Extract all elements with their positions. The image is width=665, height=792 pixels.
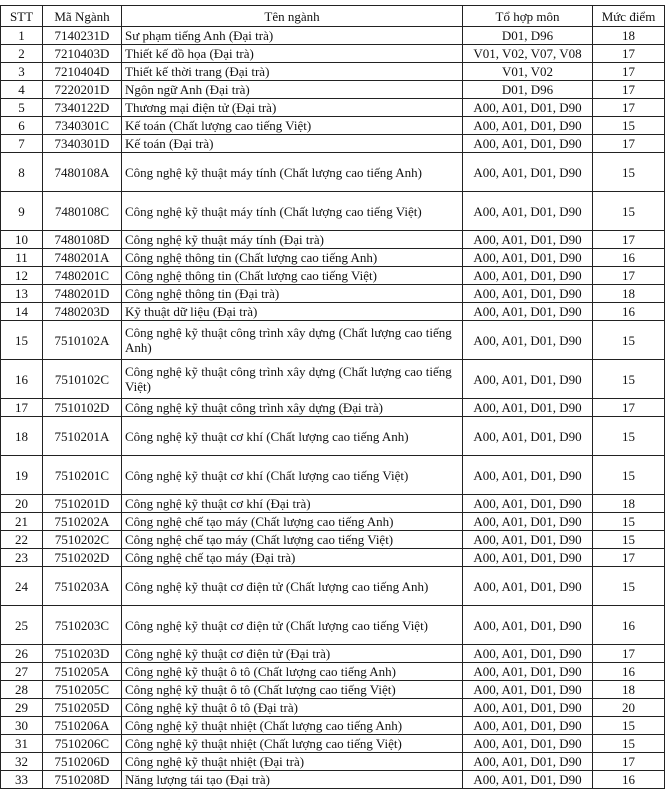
row-to-hop-mon: A00, A01, D01, D90 (463, 135, 593, 153)
row-to-hop-mon: A00, A01, D01, D90 (463, 285, 593, 303)
row-to-hop-mon: A00, A01, D01, D90 (463, 153, 593, 192)
table-row (1, 456, 665, 495)
row-muc-diem: 15 (593, 360, 665, 399)
row-muc-diem: 15 (593, 153, 665, 192)
row-stt: 17 (1, 399, 43, 417)
header-muc-diem: Mức điểm (593, 6, 665, 27)
row-stt: 22 (1, 531, 43, 549)
row-stt: 20 (1, 495, 43, 513)
row-ma-nganh: 7510203A (43, 567, 122, 606)
row-to-hop-mon: A00, A01, D01, D90 (463, 249, 593, 267)
row-muc-diem: 16 (593, 771, 665, 789)
table-row (1, 321, 665, 360)
row-stt: 28 (1, 681, 43, 699)
table-row (1, 681, 665, 699)
row-muc-diem: 16 (593, 249, 665, 267)
row-ten-nganh: Công nghệ kỹ thuật ô tô (Chất lượng cao tiếng Việt) (122, 681, 463, 699)
row-ten-nganh: Công nghệ chế tạo máy (Chất lượng cao tiếng Anh) (122, 513, 463, 531)
row-ten-nganh: Kế toán (Đại trà) (122, 135, 463, 153)
row-muc-diem: 15 (593, 417, 665, 456)
header-stt: STT (1, 6, 43, 27)
table-row (1, 45, 665, 63)
row-muc-diem: 15 (593, 321, 665, 360)
row-ten-nganh: Công nghệ kỹ thuật cơ điện tử (Chất lượng cao tiếng Việt) (122, 606, 463, 645)
row-muc-diem: 20 (593, 699, 665, 717)
row-to-hop-mon: A00, A01, D01, D90 (463, 531, 593, 549)
row-stt: 4 (1, 81, 43, 99)
row-ten-nganh: Công nghệ thông tin (Chất lượng cao tiếng Việt) (122, 267, 463, 285)
row-ma-nganh: 7510206D (43, 753, 122, 771)
row-to-hop-mon: A00, A01, D01, D90 (463, 699, 593, 717)
row-stt: 31 (1, 735, 43, 753)
row-ma-nganh: 7210404D (43, 63, 122, 81)
row-ten-nganh: Thiết kế thời trang (Đại trà) (122, 63, 463, 81)
row-muc-diem: 15 (593, 717, 665, 735)
row-muc-diem: 17 (593, 549, 665, 567)
row-to-hop-mon: A00, A01, D01, D90 (463, 681, 593, 699)
table-row (1, 135, 665, 153)
table-row (1, 153, 665, 192)
row-ten-nganh: Kỹ thuật dữ liệu (Đại trà) (122, 303, 463, 321)
table-row (1, 285, 665, 303)
row-stt: 13 (1, 285, 43, 303)
row-muc-diem: 18 (593, 285, 665, 303)
row-ma-nganh: 7510102C (43, 360, 122, 399)
row-muc-diem: 15 (593, 567, 665, 606)
row-ten-nganh: Công nghệ kỹ thuật công trình xây dựng (Chất lượng cao tiếng Anh) (122, 321, 463, 360)
header-ma-nganh: Mã Ngành (43, 6, 122, 27)
table-row (1, 63, 665, 81)
row-ma-nganh: 7510201C (43, 456, 122, 495)
row-ma-nganh: 7510208D (43, 771, 122, 789)
row-to-hop-mon: A00, A01, D01, D90 (463, 303, 593, 321)
row-muc-diem: 15 (593, 192, 665, 231)
table-row (1, 249, 665, 267)
row-stt: 26 (1, 645, 43, 663)
row-muc-diem: 16 (593, 303, 665, 321)
row-ten-nganh: Công nghệ chế tạo máy (Chất lượng cao tiếng Việt) (122, 531, 463, 549)
row-stt: 6 (1, 117, 43, 135)
table-row (1, 495, 665, 513)
table-row (1, 117, 665, 135)
table-row (1, 531, 665, 549)
row-ma-nganh: 7480201A (43, 249, 122, 267)
row-muc-diem: 15 (593, 456, 665, 495)
table-row (1, 771, 665, 789)
row-to-hop-mon: A00, A01, D01, D90 (463, 513, 593, 531)
table-row (1, 717, 665, 735)
row-to-hop-mon: A00, A01, D01, D90 (463, 717, 593, 735)
row-muc-diem: 17 (593, 63, 665, 81)
table-row (1, 231, 665, 249)
row-stt: 9 (1, 192, 43, 231)
row-to-hop-mon: D01, D96 (463, 81, 593, 99)
row-ma-nganh: 7510202D (43, 549, 122, 567)
row-to-hop-mon: A00, A01, D01, D90 (463, 753, 593, 771)
row-to-hop-mon: A00, A01, D01, D90 (463, 192, 593, 231)
row-ma-nganh: 7510206C (43, 735, 122, 753)
row-ma-nganh: 7340122D (43, 99, 122, 117)
table-row (1, 513, 665, 531)
row-stt: 7 (1, 135, 43, 153)
row-to-hop-mon: A00, A01, D01, D90 (463, 495, 593, 513)
row-to-hop-mon: A00, A01, D01, D90 (463, 399, 593, 417)
row-stt: 25 (1, 606, 43, 645)
header-ten-nganh: Tên ngành (122, 6, 463, 27)
row-stt: 32 (1, 753, 43, 771)
row-stt: 8 (1, 153, 43, 192)
row-muc-diem: 17 (593, 399, 665, 417)
row-ten-nganh: Công nghệ kỹ thuật ô tô (Chất lượng cao tiếng Anh) (122, 663, 463, 681)
row-stt: 29 (1, 699, 43, 717)
row-to-hop-mon: V01, V02, V07, V08 (463, 45, 593, 63)
table-row (1, 267, 665, 285)
row-to-hop-mon: A00, A01, D01, D90 (463, 549, 593, 567)
table-row (1, 360, 665, 399)
row-ma-nganh: 7340301C (43, 117, 122, 135)
row-stt: 24 (1, 567, 43, 606)
row-ten-nganh: Công nghệ kỹ thuật cơ khí (Chất lượng cao tiếng Việt) (122, 456, 463, 495)
admission-scores-table (0, 5, 665, 789)
row-ten-nganh: Công nghệ kỹ thuật ô tô (Đại trà) (122, 699, 463, 717)
row-ten-nganh: Công nghệ kỹ thuật cơ khí (Đại trà) (122, 495, 463, 513)
row-ma-nganh: 7480203D (43, 303, 122, 321)
row-stt: 10 (1, 231, 43, 249)
table-row (1, 417, 665, 456)
row-stt: 12 (1, 267, 43, 285)
row-ma-nganh: 7480201C (43, 267, 122, 285)
row-to-hop-mon: A00, A01, D01, D90 (463, 771, 593, 789)
row-muc-diem: 15 (593, 531, 665, 549)
row-muc-diem: 16 (593, 606, 665, 645)
row-ten-nganh: Công nghệ thông tin (Chất lượng cao tiếng Anh) (122, 249, 463, 267)
row-ma-nganh: 7510205D (43, 699, 122, 717)
row-stt: 16 (1, 360, 43, 399)
row-to-hop-mon: A00, A01, D01, D90 (463, 360, 593, 399)
row-ten-nganh: Công nghệ kỹ thuật nhiệt (Chất lượng cao tiếng Việt) (122, 735, 463, 753)
row-ten-nganh: Thương mại điện tử (Đại trà) (122, 99, 463, 117)
row-to-hop-mon: V01, V02 (463, 63, 593, 81)
row-to-hop-mon: A00, A01, D01, D90 (463, 117, 593, 135)
row-stt: 30 (1, 717, 43, 735)
row-muc-diem: 17 (593, 81, 665, 99)
table-row (1, 27, 665, 45)
row-ten-nganh: Công nghệ thông tin (Đại trà) (122, 285, 463, 303)
row-ma-nganh: 7480108A (43, 153, 122, 192)
table-row (1, 99, 665, 117)
row-muc-diem: 15 (593, 117, 665, 135)
row-ten-nganh: Công nghệ kỹ thuật cơ điện tử (Đại trà) (122, 645, 463, 663)
row-stt: 19 (1, 456, 43, 495)
row-muc-diem: 16 (593, 663, 665, 681)
row-stt: 3 (1, 63, 43, 81)
row-to-hop-mon: A00, A01, D01, D90 (463, 321, 593, 360)
row-to-hop-mon: A00, A01, D01, D90 (463, 663, 593, 681)
row-stt: 11 (1, 249, 43, 267)
table-row (1, 192, 665, 231)
row-ma-nganh: 7510205C (43, 681, 122, 699)
row-to-hop-mon: A00, A01, D01, D90 (463, 267, 593, 285)
row-to-hop-mon: A00, A01, D01, D90 (463, 231, 593, 249)
row-to-hop-mon: A00, A01, D01, D90 (463, 735, 593, 753)
row-ma-nganh: 7140231D (43, 27, 122, 45)
row-ma-nganh: 7510206A (43, 717, 122, 735)
row-stt: 2 (1, 45, 43, 63)
row-ten-nganh: Công nghệ kỹ thuật máy tính (Chất lượng cao tiếng Việt) (122, 192, 463, 231)
row-ma-nganh: 7510202A (43, 513, 122, 531)
row-ten-nganh: Ngôn ngữ Anh (Đại trà) (122, 81, 463, 99)
row-muc-diem: 18 (593, 495, 665, 513)
row-ma-nganh: 7480201D (43, 285, 122, 303)
header-to-hop-mon: Tổ hợp môn (463, 6, 593, 27)
row-ma-nganh: 7510201A (43, 417, 122, 456)
row-muc-diem: 17 (593, 753, 665, 771)
row-stt: 18 (1, 417, 43, 456)
row-ma-nganh: 7510201D (43, 495, 122, 513)
row-stt: 21 (1, 513, 43, 531)
row-ma-nganh: 7210403D (43, 45, 122, 63)
row-ten-nganh: Thiết kế đồ họa (Đại trà) (122, 45, 463, 63)
row-ma-nganh: 7510205A (43, 663, 122, 681)
row-to-hop-mon: A00, A01, D01, D90 (463, 606, 593, 645)
row-to-hop-mon: A00, A01, D01, D90 (463, 645, 593, 663)
row-muc-diem: 18 (593, 27, 665, 45)
table-row (1, 645, 665, 663)
row-ma-nganh: 7510203D (43, 645, 122, 663)
row-to-hop-mon: D01, D96 (463, 27, 593, 45)
table-header (1, 6, 665, 27)
row-ma-nganh: 7220201D (43, 81, 122, 99)
row-muc-diem: 17 (593, 231, 665, 249)
row-ten-nganh: Công nghệ kỹ thuật cơ khí (Chất lượng cao tiếng Anh) (122, 417, 463, 456)
row-to-hop-mon: A00, A01, D01, D90 (463, 417, 593, 456)
row-muc-diem: 15 (593, 513, 665, 531)
table-row (1, 606, 665, 645)
row-to-hop-mon: A00, A01, D01, D90 (463, 99, 593, 117)
row-stt: 23 (1, 549, 43, 567)
row-ma-nganh: 7480108C (43, 192, 122, 231)
table-row (1, 567, 665, 606)
row-ten-nganh: Công nghệ chế tạo máy (Đại trà) (122, 549, 463, 567)
row-ten-nganh: Năng lượng tái tạo (Đại trà) (122, 771, 463, 789)
table-row (1, 549, 665, 567)
row-stt: 27 (1, 663, 43, 681)
row-stt: 14 (1, 303, 43, 321)
row-to-hop-mon: A00, A01, D01, D90 (463, 567, 593, 606)
table-body (1, 27, 665, 789)
row-ten-nganh: Công nghệ kỹ thuật cơ điện tử (Chất lượng cao tiếng Anh) (122, 567, 463, 606)
header-row (1, 6, 665, 27)
row-muc-diem: 17 (593, 135, 665, 153)
row-stt: 5 (1, 99, 43, 117)
table-row (1, 663, 665, 681)
row-ma-nganh: 7340301D (43, 135, 122, 153)
table-row (1, 753, 665, 771)
table-row (1, 303, 665, 321)
row-ma-nganh: 7510102A (43, 321, 122, 360)
row-ten-nganh: Sư phạm tiếng Anh (Đại trà) (122, 27, 463, 45)
row-muc-diem: 17 (593, 45, 665, 63)
row-ma-nganh: 7510202C (43, 531, 122, 549)
row-muc-diem: 17 (593, 267, 665, 285)
row-ma-nganh: 7480108D (43, 231, 122, 249)
row-stt: 15 (1, 321, 43, 360)
row-ten-nganh: Công nghệ kỹ thuật máy tính (Chất lượng cao tiếng Anh) (122, 153, 463, 192)
row-to-hop-mon: A00, A01, D01, D90 (463, 456, 593, 495)
row-stt: 1 (1, 27, 43, 45)
row-ten-nganh: Công nghệ kỹ thuật công trình xây dựng (Đại trà) (122, 399, 463, 417)
row-muc-diem: 17 (593, 99, 665, 117)
row-muc-diem: 15 (593, 735, 665, 753)
row-ten-nganh: Kế toán (Chất lượng cao tiếng Việt) (122, 117, 463, 135)
row-ma-nganh: 7510203C (43, 606, 122, 645)
table-row (1, 699, 665, 717)
row-ten-nganh: Công nghệ kỹ thuật nhiệt (Đại trà) (122, 753, 463, 771)
table-row (1, 81, 665, 99)
row-muc-diem: 18 (593, 681, 665, 699)
row-ma-nganh: 7510102D (43, 399, 122, 417)
row-ten-nganh: Công nghệ kỹ thuật công trình xây dựng (Chất lượng cao tiếng Việt) (122, 360, 463, 399)
table-row (1, 399, 665, 417)
row-muc-diem: 17 (593, 645, 665, 663)
table-row (1, 735, 665, 753)
row-ten-nganh: Công nghệ kỹ thuật máy tính (Đại trà) (122, 231, 463, 249)
row-stt: 33 (1, 771, 43, 789)
row-ten-nganh: Công nghệ kỹ thuật nhiệt (Chất lượng cao tiếng Anh) (122, 717, 463, 735)
